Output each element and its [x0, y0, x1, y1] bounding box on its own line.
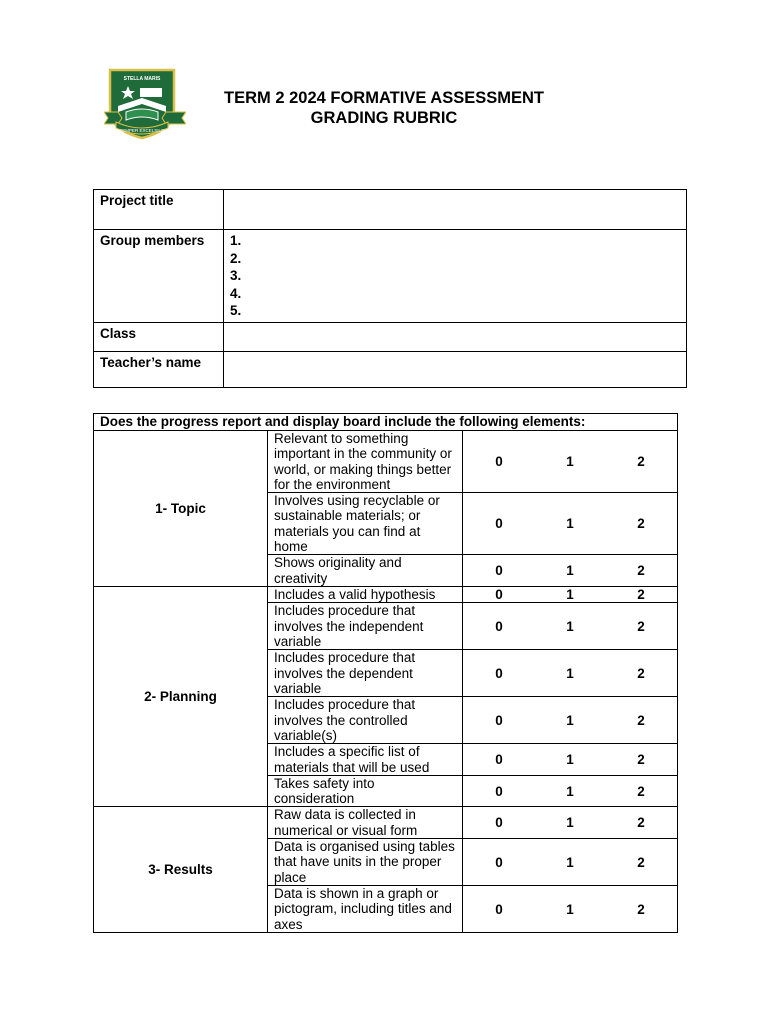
rubric-row [94, 431, 678, 493]
rubric-header: Does the progress report and display board include the following elements: [94, 414, 678, 431]
teacher-name-field[interactable] [224, 351, 687, 387]
score-1-option[interactable]: 1 [566, 454, 574, 470]
score-2-option[interactable]: 2 [637, 815, 645, 831]
score-1-option[interactable]: 1 [566, 587, 574, 603]
score-options [463, 807, 678, 839]
project-title-label: Project title [94, 190, 224, 230]
group-members-field[interactable] [224, 230, 687, 323]
score-0-option[interactable]: 0 [495, 618, 503, 634]
project-title-field[interactable] [224, 190, 687, 230]
score-1-option[interactable]: 1 [566, 563, 574, 579]
score-2-option[interactable]: 2 [637, 618, 645, 634]
score-1-option[interactable]: 1 [566, 815, 574, 831]
score-options [463, 603, 678, 650]
score-options [463, 555, 678, 587]
member-number: 5. [230, 303, 242, 318]
score-1-option[interactable]: 1 [566, 618, 574, 634]
page-title [190, 88, 578, 128]
svg-text:STELLA MARIS: STELLA MARIS [123, 76, 161, 82]
category-label: 3- Results [94, 807, 268, 933]
score-2-option[interactable]: 2 [637, 587, 645, 603]
score-2-option[interactable]: 2 [637, 563, 645, 579]
rubric-row [94, 586, 678, 602]
score-1-option[interactable]: 1 [566, 901, 574, 917]
member-number: 4. [230, 285, 242, 301]
score-0-option[interactable]: 0 [495, 587, 503, 603]
category-label: 1- Topic [94, 431, 268, 587]
score-0-option[interactable]: 0 [495, 901, 503, 917]
class-label: Class [94, 322, 224, 351]
criterion-text: Includes a valid hypothesis [268, 586, 463, 602]
score-options [463, 744, 678, 776]
criterion-text: Raw data is collected in numerical or visual form [268, 807, 463, 839]
score-options [463, 886, 678, 933]
score-0-option[interactable]: 0 [495, 752, 503, 768]
score-0-option[interactable]: 0 [495, 665, 503, 681]
member-number: 1. [230, 233, 242, 248]
score-2-option[interactable]: 2 [637, 665, 645, 681]
score-options [463, 697, 678, 744]
score-options [463, 431, 678, 493]
score-options [463, 650, 678, 697]
score-options [463, 775, 678, 807]
criterion-text: Shows originality and creativity [268, 555, 463, 587]
project-info-table [93, 189, 687, 388]
score-2-option[interactable]: 2 [637, 516, 645, 532]
criterion-text: Includes procedure that involves the controlled variable(s) [268, 697, 463, 744]
score-1-option[interactable]: 1 [566, 854, 574, 870]
group-members-label: Group members [94, 230, 224, 323]
rubric-row [94, 807, 678, 839]
criterion-text: Includes a specific list of materials that will be used [268, 744, 463, 776]
criterion-text: Data is shown in a graph or pictogram, including titles and axes [268, 886, 463, 933]
score-2-option[interactable]: 2 [637, 712, 645, 728]
score-0-option[interactable]: 0 [495, 563, 503, 579]
score-0-option[interactable]: 0 [495, 854, 503, 870]
score-1-option[interactable]: 1 [566, 712, 574, 728]
teacher-name-label: Teacher’s name [94, 351, 224, 387]
score-0-option[interactable]: 0 [495, 454, 503, 470]
class-field[interactable] [224, 322, 687, 351]
criterion-text: Data is organised using tables that have units in the proper place [268, 839, 463, 886]
criterion-text: Includes procedure that involves the dependent variable [268, 650, 463, 697]
title-line-1: TERM 2 2024 FORMATIVE ASSESSMENT [224, 89, 544, 107]
score-1-option[interactable]: 1 [566, 752, 574, 768]
rubric-body [94, 431, 678, 933]
score-options [463, 839, 678, 886]
score-1-option[interactable]: 1 [566, 516, 574, 532]
title-line-2: GRADING RUBRIC [310, 109, 458, 127]
score-2-option[interactable]: 2 [637, 854, 645, 870]
score-2-option[interactable]: 2 [637, 752, 645, 768]
score-0-option[interactable]: 0 [495, 712, 503, 728]
category-label: 2- Planning [94, 586, 268, 806]
criterion-text: Involves using recyclable or sustainable materials; or materials you can find at home [268, 493, 463, 555]
score-0-option[interactable]: 0 [495, 783, 503, 799]
score-options [463, 493, 678, 555]
score-options [463, 586, 678, 602]
score-2-option[interactable]: 2 [637, 901, 645, 917]
member-number: 3. [230, 268, 242, 283]
score-1-option[interactable]: 1 [566, 783, 574, 799]
score-0-option[interactable]: 0 [495, 815, 503, 831]
score-2-option[interactable]: 2 [637, 454, 645, 470]
score-1-option[interactable]: 1 [566, 665, 574, 681]
criterion-text: Includes procedure that involves the independent variable [268, 603, 463, 650]
member-number: 2. [230, 250, 242, 266]
criterion-text: Takes safety into consideration [268, 775, 463, 807]
grading-rubric-table [93, 413, 678, 933]
svg-text:SEMPER EXCELSIUS: SEMPER EXCELSIUS [119, 128, 165, 133]
criterion-text: Relevant to something important in the community or world, or making things better for the environment [268, 431, 463, 493]
school-crest-logo [104, 66, 186, 140]
score-2-option[interactable]: 2 [637, 783, 645, 799]
score-0-option[interactable]: 0 [495, 516, 503, 532]
